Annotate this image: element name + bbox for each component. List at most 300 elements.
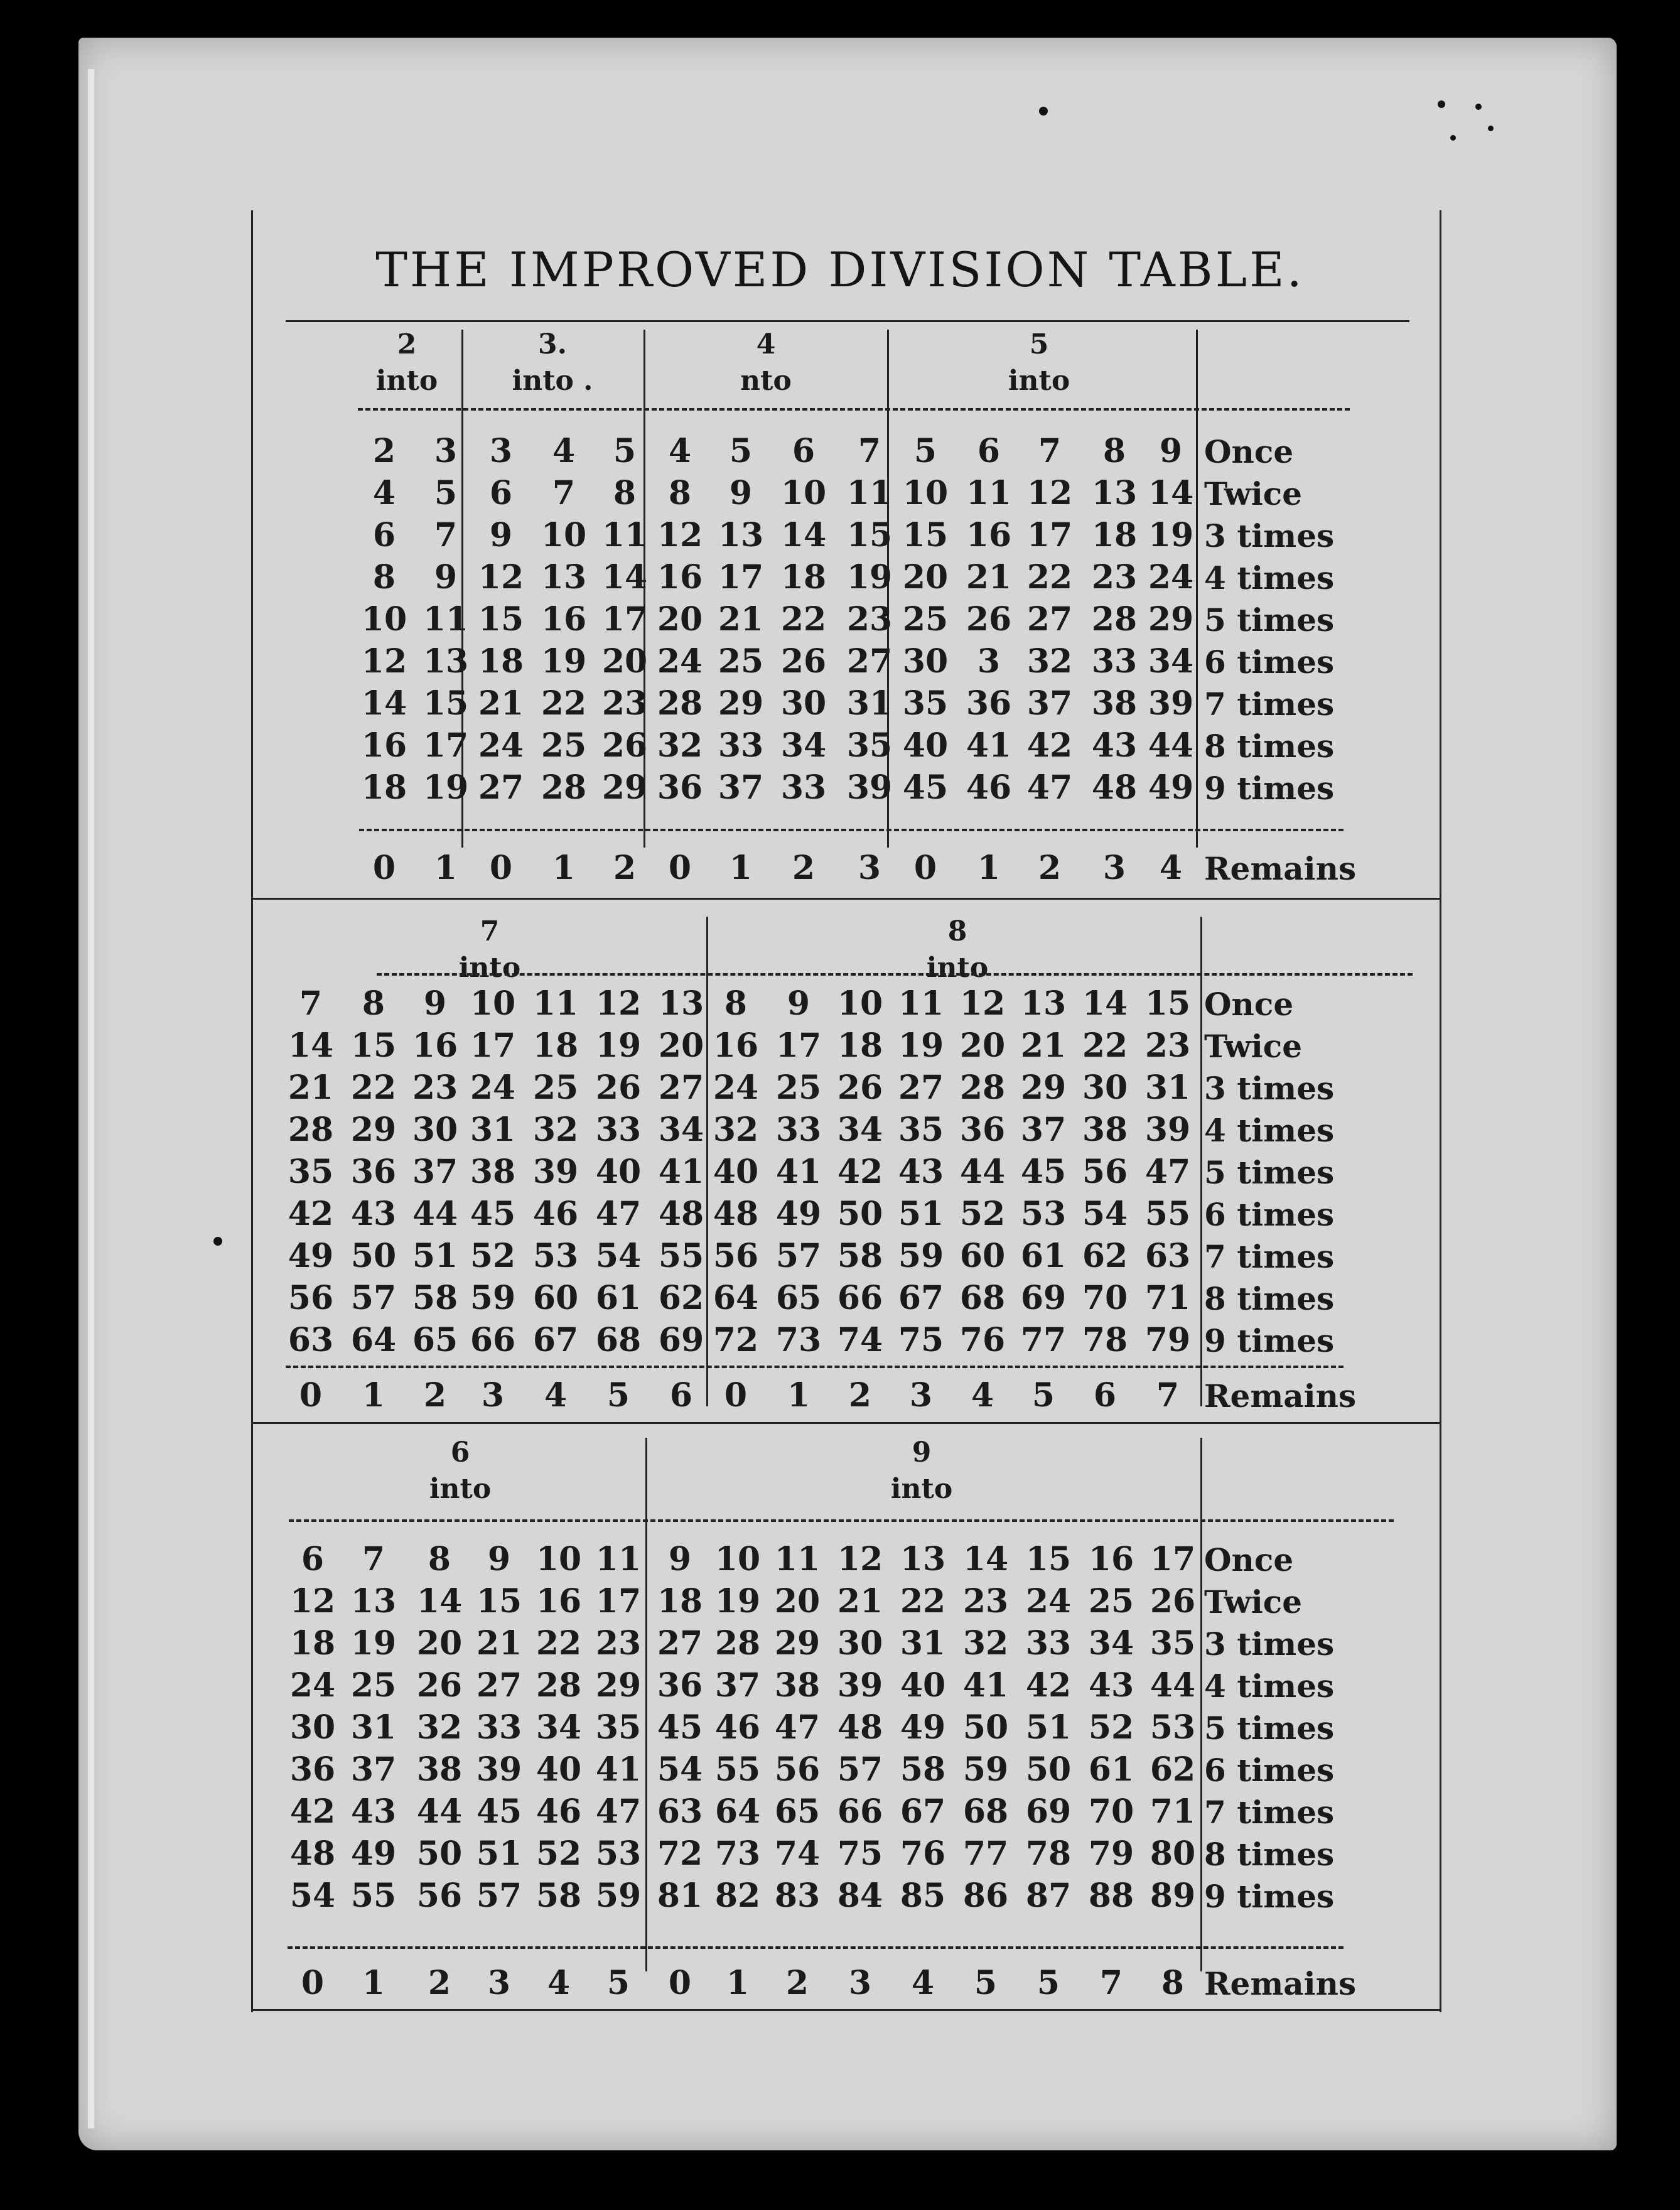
- table-cell: 18: [657, 1582, 703, 1620]
- remainder-cell: 4: [911, 1964, 935, 2002]
- table-cell: 53: [595, 1835, 642, 1873]
- table-cell: 7: [552, 474, 576, 512]
- table-cell: 43: [898, 1153, 944, 1191]
- table-cell: 30: [902, 642, 949, 681]
- table-cell: 32: [416, 1708, 463, 1747]
- table-cell: 20: [959, 1027, 1006, 1065]
- table-cell: 16: [657, 558, 703, 596]
- table-cell: 9: [668, 1540, 692, 1578]
- table-cell: 56: [416, 1877, 463, 1915]
- table-cell: 47: [595, 1195, 642, 1233]
- table-cell: 28: [714, 1624, 761, 1663]
- remainder-cell: 1: [552, 849, 576, 887]
- table-cell: 82: [714, 1877, 761, 1915]
- table-cell: 38: [774, 1666, 821, 1705]
- table-cell: 39: [476, 1750, 522, 1789]
- table-cell: 37: [714, 1666, 761, 1705]
- table-cell: 54: [1082, 1195, 1128, 1233]
- table-cell: 59: [470, 1279, 516, 1317]
- table-cell: 59: [595, 1877, 642, 1915]
- remainder-cell: 0: [668, 849, 692, 887]
- remainder-cell: 2: [1038, 849, 1062, 887]
- row-label: Twice: [1204, 1583, 1303, 1620]
- table-cell: 30: [289, 1708, 336, 1747]
- table-cell: 31: [350, 1708, 397, 1747]
- table-cell: 43: [1088, 1666, 1134, 1705]
- table-cell: 14: [1082, 984, 1128, 1023]
- table-cell: 57: [837, 1750, 883, 1789]
- table-cell: 53: [532, 1237, 579, 1275]
- table-cell: 34: [837, 1111, 883, 1149]
- table-cell: 26: [966, 600, 1012, 639]
- table-cell: 72: [713, 1321, 759, 1359]
- table-cell: 29: [350, 1111, 397, 1149]
- table-cell: 12: [478, 558, 524, 596]
- table-cell: 20: [902, 558, 949, 596]
- remains-label: Remains: [1204, 850, 1357, 887]
- table-cell: 60: [959, 1237, 1006, 1275]
- table-cell: 17: [595, 1582, 642, 1620]
- row-label: Twice: [1204, 1028, 1303, 1065]
- table-cell: 37: [718, 768, 764, 807]
- page-title: THE IMPROVED DIVISION TABLE.: [375, 242, 1305, 298]
- row-label: Once: [1204, 433, 1294, 470]
- table-cell: 22: [1026, 558, 1073, 596]
- into-label: into: [1008, 365, 1070, 397]
- table-cell: 64: [714, 1792, 761, 1831]
- table-cell: 65: [775, 1279, 822, 1317]
- table-cell: 39: [1144, 1111, 1191, 1149]
- remainder-cell: 3: [858, 849, 881, 887]
- remainder-cell: 2: [792, 849, 816, 887]
- table-cell: 49: [900, 1708, 946, 1747]
- table-cell: 22: [1082, 1027, 1128, 1065]
- table-cell: 42: [289, 1792, 336, 1831]
- table-cell: 53: [1020, 1195, 1067, 1233]
- table-cell: 16: [361, 726, 407, 765]
- table-cell: 25: [541, 726, 587, 765]
- remainder-cell: 6: [669, 1376, 693, 1415]
- row-label: 7 times: [1204, 1794, 1335, 1831]
- table-cell: 17: [423, 726, 469, 765]
- row-label: 6 times: [1204, 644, 1335, 681]
- table-cell: 63: [1144, 1237, 1191, 1275]
- table-cell: 26: [595, 1069, 642, 1107]
- table-cell: 62: [658, 1279, 704, 1317]
- table-cell: 22: [900, 1582, 946, 1620]
- table-cell: 51: [898, 1195, 944, 1233]
- table-cell: 54: [657, 1750, 703, 1789]
- table-cell: 28: [959, 1069, 1006, 1107]
- row-label: Once: [1204, 986, 1294, 1023]
- table-cell: 32: [532, 1111, 579, 1149]
- table-cell: 14: [361, 684, 407, 723]
- table-cell: 54: [289, 1877, 336, 1915]
- table-cell: 42: [1025, 1666, 1072, 1705]
- table-cell: 22: [541, 684, 587, 723]
- table-cell: 30: [412, 1111, 458, 1149]
- remainder-cell: 1: [726, 1964, 750, 2002]
- remainder-cell: 0: [668, 1964, 692, 2002]
- table-cell: 5: [613, 432, 637, 470]
- row-label: 8 times: [1204, 1836, 1335, 1873]
- table-cell: 44: [1148, 726, 1194, 765]
- remainder-cell: 3: [1102, 849, 1126, 887]
- table-cell: 21: [288, 1069, 334, 1107]
- table-cell: 42: [1026, 726, 1073, 765]
- table-cell: 15: [1144, 984, 1191, 1023]
- table-cell: 59: [898, 1237, 944, 1275]
- into-label: into: [926, 952, 989, 984]
- row-label: 9 times: [1204, 1878, 1335, 1915]
- divisor-number: 6: [450, 1436, 470, 1469]
- table-cell: 20: [774, 1582, 821, 1620]
- table-cell: 37: [350, 1750, 397, 1789]
- table-cell: 26: [601, 726, 648, 765]
- table-cell: 33: [718, 726, 764, 765]
- table-cell: 28: [288, 1111, 334, 1149]
- table-cell: 9: [434, 558, 458, 596]
- table-cell: 75: [898, 1321, 944, 1359]
- table-cell: 12: [595, 984, 642, 1023]
- table-cell: 49: [1148, 768, 1194, 807]
- table-cell: 52: [1088, 1708, 1134, 1747]
- group-header: [945, 326, 1133, 399]
- table-cell: 31: [846, 684, 893, 723]
- table-cell: 30: [780, 684, 827, 723]
- divisor-number: 3.: [538, 328, 567, 360]
- table-cell: 57: [476, 1877, 522, 1915]
- table-cell: 24: [1025, 1582, 1072, 1620]
- table-cell: 57: [775, 1237, 822, 1275]
- table-cell: 22: [780, 600, 827, 639]
- row-label: 4 times: [1204, 559, 1335, 596]
- table-cell: 34: [658, 1111, 704, 1149]
- table-cell: 26: [780, 642, 827, 681]
- table-cell: 41: [658, 1153, 704, 1191]
- table-cell: 8: [428, 1540, 451, 1578]
- table-cell: 19: [595, 1027, 642, 1065]
- table-cell: 12: [289, 1582, 336, 1620]
- remainder-cell: 2: [785, 1964, 809, 2002]
- table-cell: 26: [837, 1069, 883, 1107]
- table-cell: 25: [902, 600, 949, 639]
- table-cell: 22: [536, 1624, 582, 1663]
- table-cell: 44: [412, 1195, 458, 1233]
- into-label: nto: [740, 365, 792, 397]
- table-cell: 15: [476, 1582, 522, 1620]
- table-cell: 64: [713, 1279, 759, 1317]
- row-label: 6 times: [1204, 1196, 1335, 1233]
- table-cell: 65: [412, 1321, 458, 1359]
- remainder-cell: 5: [606, 1376, 630, 1415]
- table-cell: 4: [668, 432, 692, 470]
- table-cell: 17: [601, 600, 648, 639]
- remainder-cell: 4: [971, 1376, 994, 1415]
- table-cell: 10: [536, 1540, 582, 1578]
- table-cell: 32: [657, 726, 703, 765]
- table-cell: 28: [536, 1666, 582, 1705]
- table-cell: 24: [478, 726, 524, 765]
- remainder-cell: 3: [481, 1376, 505, 1415]
- page-spine-edge: [88, 69, 94, 2128]
- remainder-cell: 0: [724, 1376, 748, 1415]
- into-label: into: [429, 1473, 492, 1505]
- table-cell: 9: [1159, 432, 1183, 470]
- table-cell: 10: [541, 516, 587, 554]
- remainder-cell: 1: [362, 1964, 385, 2002]
- table-cell: 9: [729, 474, 753, 512]
- table-cell: 24: [470, 1069, 516, 1107]
- table-cell: 31: [900, 1624, 946, 1663]
- table-cell: 38: [1091, 684, 1138, 723]
- table-cell: 18: [532, 1027, 579, 1065]
- table-cell: 39: [846, 768, 893, 807]
- table-cell: 73: [775, 1321, 822, 1359]
- table-cell: 13: [718, 516, 764, 554]
- row-label: 8 times: [1204, 1280, 1335, 1317]
- table-cell: 39: [532, 1153, 579, 1191]
- table-cell: 15: [902, 516, 949, 554]
- table-cell: 74: [837, 1321, 883, 1359]
- table-cell: 58: [412, 1279, 458, 1317]
- remainder-cell: 7: [1099, 1964, 1123, 2002]
- table-cell: 10: [780, 474, 827, 512]
- table-cell: 46: [532, 1195, 579, 1233]
- table-cell: 17: [470, 1027, 516, 1065]
- table-cell: 29: [1148, 600, 1194, 639]
- table-cell: 2: [372, 432, 396, 470]
- table-cell: 78: [1025, 1835, 1072, 1873]
- table-cell: 72: [657, 1835, 703, 1873]
- row-label: 9 times: [1204, 1322, 1335, 1359]
- remainder-cell: 0: [299, 1376, 323, 1415]
- table-cell: 9: [423, 984, 447, 1023]
- table-cell: 25: [775, 1069, 822, 1107]
- row-label: 5 times: [1204, 1710, 1335, 1747]
- table-cell: 75: [837, 1835, 883, 1873]
- remainder-cell: 0: [301, 1964, 325, 2002]
- table-cell: 43: [350, 1195, 397, 1233]
- table-cell: 15: [350, 1027, 397, 1065]
- table-cell: 39: [1148, 684, 1194, 723]
- table-cell: 64: [350, 1321, 397, 1359]
- table-cell: 34: [780, 726, 827, 765]
- table-cell: 46: [536, 1792, 582, 1831]
- table-cell: 19: [898, 1027, 944, 1065]
- table-cell: 11: [595, 1540, 642, 1578]
- table-cell: 12: [837, 1540, 883, 1578]
- table-cell: 13: [900, 1540, 946, 1578]
- table-cell: 69: [658, 1321, 704, 1359]
- row-label: 5 times: [1204, 601, 1335, 639]
- row-label: 9 times: [1204, 770, 1335, 807]
- table-cell: 58: [837, 1237, 883, 1275]
- section-rule: [251, 2009, 1440, 2011]
- table-cell: 5: [434, 474, 458, 512]
- table-cell: 61: [1020, 1237, 1067, 1275]
- table-cell: 48: [658, 1195, 704, 1233]
- table-cell: 25: [350, 1666, 397, 1705]
- table-cell: 21: [476, 1624, 522, 1663]
- table-cell: 52: [536, 1835, 582, 1873]
- remainder-cell: 2: [848, 1376, 872, 1415]
- table-cell: 40: [536, 1750, 582, 1789]
- table-cell: 87: [1025, 1877, 1072, 1915]
- table-cell: 44: [959, 1153, 1006, 1191]
- table-cell: 6: [792, 432, 816, 470]
- table-cell: 27: [846, 642, 893, 681]
- remainder-cell: 0: [489, 849, 513, 887]
- row-label: 4 times: [1204, 1668, 1335, 1705]
- table-cell: 42: [837, 1153, 883, 1191]
- table-cell: 45: [1020, 1153, 1067, 1191]
- table-cell: 41: [595, 1750, 642, 1789]
- table-cell: 33: [775, 1111, 822, 1149]
- ink-speck: [213, 1237, 222, 1246]
- table-cell: 4: [372, 474, 396, 512]
- table-cell: 68: [962, 1792, 1009, 1831]
- table-cell: 18: [780, 558, 827, 596]
- table-cell: 20: [416, 1624, 463, 1663]
- table-cell: 34: [536, 1708, 582, 1747]
- table-cell: 14: [962, 1540, 1009, 1578]
- table-cell: 27: [478, 768, 524, 807]
- remainder-cell: 6: [1093, 1376, 1117, 1415]
- table-cell: 53: [1150, 1708, 1196, 1747]
- table-cell: 48: [837, 1708, 883, 1747]
- remainder-cell: 5: [1037, 1964, 1060, 2002]
- table-cell: 70: [1088, 1792, 1134, 1831]
- table-cell: 10: [837, 984, 883, 1023]
- table-cell: 14: [416, 1582, 463, 1620]
- table-cell: 61: [595, 1279, 642, 1317]
- table-cell: 26: [416, 1666, 463, 1705]
- remains-rule: [359, 829, 1343, 831]
- table-cell: 55: [1144, 1195, 1191, 1233]
- header-rule: [358, 408, 1350, 411]
- table-cell: 25: [532, 1069, 579, 1107]
- remainder-cell: 0: [913, 849, 937, 887]
- divisor-number: 2: [397, 328, 417, 360]
- table-cell: 12: [361, 642, 407, 681]
- divisor-number: 5: [1029, 328, 1049, 360]
- table-cell: 33: [595, 1111, 642, 1149]
- row-label: Twice: [1204, 475, 1303, 512]
- table-cell: 23: [412, 1069, 458, 1107]
- table-cell: 85: [900, 1877, 946, 1915]
- table-cell: 18: [361, 768, 407, 807]
- remains-rule: [288, 1946, 1343, 1949]
- table-cell: 41: [962, 1666, 1009, 1705]
- table-cell: 17: [1026, 516, 1073, 554]
- table-cell: 49: [350, 1835, 397, 1873]
- remains-label: Remains: [1204, 1965, 1357, 2002]
- table-cell: 7: [858, 432, 881, 470]
- table-cell: 59: [962, 1750, 1009, 1789]
- into-label: into: [890, 1473, 953, 1505]
- table-cell: 19: [846, 558, 893, 596]
- table-cell: 6: [489, 474, 513, 512]
- table-cell: 13: [541, 558, 587, 596]
- table-cell: 51: [476, 1835, 522, 1873]
- table-cell: 18: [1091, 516, 1138, 554]
- table-cell: 57: [350, 1279, 397, 1317]
- table-cell: 49: [775, 1195, 822, 1233]
- table-cell: 13: [658, 984, 704, 1023]
- table-cell: 58: [536, 1877, 582, 1915]
- table-cell: 8: [362, 984, 385, 1023]
- table-cell: 48: [713, 1195, 759, 1233]
- row-label: 5 times: [1204, 1154, 1335, 1191]
- table-cell: 24: [657, 642, 703, 681]
- table-cell: 39: [837, 1666, 883, 1705]
- table-cell: 32: [962, 1624, 1009, 1663]
- table-cell: 12: [959, 984, 1006, 1023]
- remainder-cell: 7: [1156, 1376, 1180, 1415]
- table-cell: 11: [532, 984, 579, 1023]
- table-cell: 73: [714, 1835, 761, 1873]
- table-cell: 63: [657, 1792, 703, 1831]
- table-cell: 23: [962, 1582, 1009, 1620]
- table-cell: 42: [288, 1195, 334, 1233]
- table-cell: 35: [846, 726, 893, 765]
- remainder-cell: 3: [487, 1964, 511, 2002]
- table-cell: 56: [1082, 1153, 1128, 1191]
- table-cell: 13: [1020, 984, 1067, 1023]
- table-cell: 23: [595, 1624, 642, 1663]
- remainder-cell: 1: [362, 1376, 385, 1415]
- table-cell: 10: [470, 984, 516, 1023]
- section-rule: [251, 1422, 1440, 1424]
- table-cell: 80: [1150, 1835, 1196, 1873]
- remains-rule: [286, 1366, 1343, 1368]
- table-cell: 30: [1082, 1069, 1128, 1107]
- row-label: 7 times: [1204, 686, 1335, 723]
- table-cell: 29: [718, 684, 764, 723]
- row-label: 3 times: [1204, 1625, 1335, 1663]
- table-cell: 9: [787, 984, 810, 1023]
- ink-speck: [1438, 100, 1445, 108]
- table-cell: 33: [1025, 1624, 1072, 1663]
- table-cell: 15: [846, 516, 893, 554]
- table-cell: 14: [1148, 474, 1194, 512]
- table-cell: 16: [412, 1027, 458, 1065]
- table-cell: 11: [601, 516, 648, 554]
- table-cell: 38: [416, 1750, 463, 1789]
- table-cell: 40: [902, 726, 949, 765]
- table-cell: 47: [774, 1708, 821, 1747]
- table-cell: 22: [350, 1069, 397, 1107]
- section-rule: [251, 898, 1440, 900]
- table-cell: 68: [595, 1321, 642, 1359]
- table-cell: 32: [713, 1111, 759, 1149]
- table-cell: 9: [489, 516, 513, 554]
- table-cell: 24: [713, 1069, 759, 1107]
- table-cell: 77: [962, 1835, 1009, 1873]
- row-label: 4 times: [1204, 1112, 1335, 1149]
- table-cell: 88: [1088, 1877, 1134, 1915]
- table-cell: 3: [434, 432, 458, 470]
- table-cell: 11: [898, 984, 944, 1023]
- table-cell: 36: [966, 684, 1012, 723]
- table-cell: 35: [902, 684, 949, 723]
- table-cell: 68: [959, 1279, 1006, 1317]
- table-cell: 37: [1020, 1111, 1067, 1149]
- header-rule: [289, 1519, 1394, 1522]
- table-cell: 6: [977, 432, 1001, 470]
- table-cell: 6: [301, 1540, 325, 1578]
